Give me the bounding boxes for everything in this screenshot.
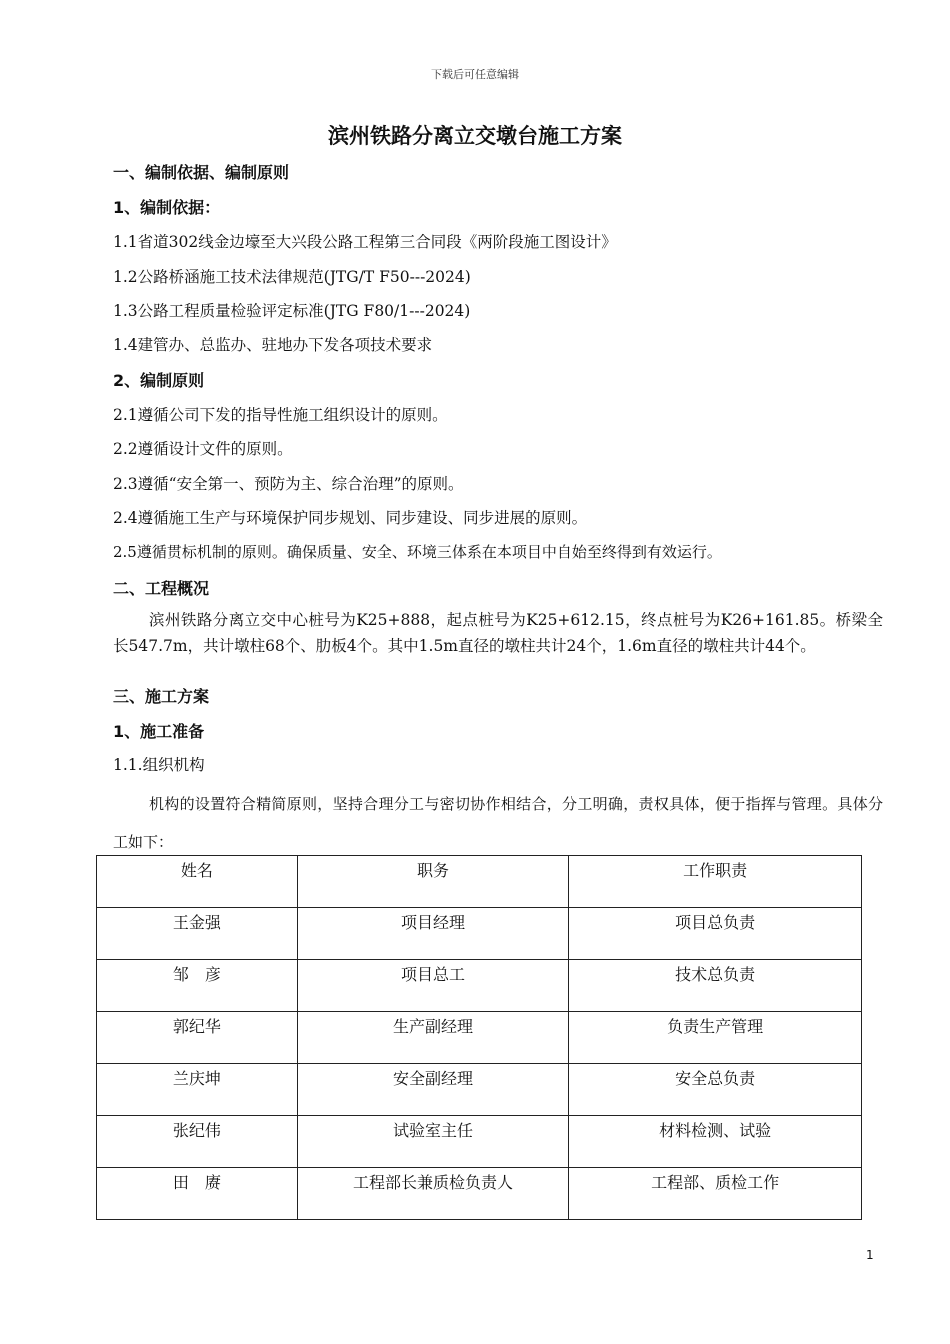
table-row [97, 1116, 862, 1168]
table-row [97, 1168, 862, 1220]
cell-duty: 技术总负责 [569, 960, 862, 1012]
project-overview-paragraph: 滨州铁路分离立交中心桩号为K25+888，起点桩号为K25+612.15，终点桩号为K26+161.85。桥梁全长547.7m，共计墩柱68个、肋板4个。其中1.5m直径的墩柱共计24个，1.6m直径的墩柱共计44个。 [113, 611, 883, 655]
cell-name: 郭纪华 [97, 1012, 298, 1064]
table-row [97, 908, 862, 960]
principle-item: 2.4遵循施工生产与环境保护同步规划、同步建设、同步进展的原则。 [113, 509, 588, 527]
basis-item: 1.1省道302线金边壕至大兴段公路工程第三合同段《两阶段施工图设计》 [113, 233, 617, 251]
subsection-heading-basis: 1、编制依据： [113, 198, 221, 217]
table-header-row [97, 856, 862, 908]
table-row [97, 1012, 862, 1064]
cell-position: 安全副经理 [297, 1064, 569, 1116]
cell-name: 田 赓 [97, 1168, 298, 1220]
table-row [97, 1064, 862, 1116]
cell-name: 张纪伟 [97, 1116, 298, 1168]
subsection-heading-organization: 1.1.组织机构 [113, 756, 205, 774]
table-row [97, 960, 862, 1012]
principle-item: 2.3遵循“安全第一、预防为主、综合治理”的原则。 [113, 475, 464, 493]
cell-duty: 项目总负责 [569, 908, 862, 960]
subsection-heading-preparation: 1、施工准备 [113, 722, 205, 741]
principle-item: 2.1遵循公司下发的指导性施工组织设计的原则。 [113, 406, 448, 424]
header-position: 职务 [297, 856, 569, 908]
cell-duty: 工程部、质检工作 [569, 1168, 862, 1220]
cell-position: 项目总工 [297, 960, 569, 1012]
header-note: 下载后可任意编辑 [431, 68, 519, 81]
subsection-heading-principles: 2、编制原则 [113, 371, 205, 390]
section-heading-3: 三、施工方案 [113, 687, 210, 706]
cell-position: 生产副经理 [297, 1012, 569, 1064]
cell-duty: 负责生产管理 [569, 1012, 862, 1064]
principle-item: 2.5遵循贯标机制的原则。确保质量、安全、环境三体系在本项目中自始至终得到有效运行。 [113, 543, 722, 561]
cell-position: 项目经理 [297, 908, 569, 960]
cell-position: 试验室主任 [297, 1116, 569, 1168]
section-heading-1: 一、编制依据、编制原则 [113, 163, 290, 182]
basis-item: 1.2公路桥涵施工技术法律规范(JTG/T F50---2024) [113, 268, 471, 286]
cell-position: 工程部长兼质检负责人 [297, 1168, 569, 1220]
principle-item: 2.2遵循设计文件的原则。 [113, 440, 293, 458]
header-duty: 工作职责 [569, 856, 862, 908]
page-number: 1 [866, 1248, 874, 1262]
basis-item: 1.4建管办、总监办、驻地办下发各项技术要求 [113, 336, 433, 354]
cell-name: 王金强 [97, 908, 298, 960]
header-name: 姓名 [97, 856, 298, 908]
cell-name: 兰庆坤 [97, 1064, 298, 1116]
staff-table [96, 855, 862, 1220]
cell-name: 邹 彦 [97, 960, 298, 1012]
basis-item: 1.3公路工程质量检验评定标准(JTG F80/1---2024) [113, 302, 471, 320]
section-heading-2: 二、工程概况 [113, 579, 210, 598]
cell-duty: 材料检测、试验 [569, 1116, 862, 1168]
document-title: 滨州铁路分离立交墩台施工方案 [328, 123, 622, 148]
organization-paragraph: 机构的设置符合精简原则，坚持合理分工与密切协作相结合，分工明确，责权具体，便于指挥与管理。具体分工如下： [113, 795, 883, 851]
cell-duty: 安全总负责 [569, 1064, 862, 1116]
